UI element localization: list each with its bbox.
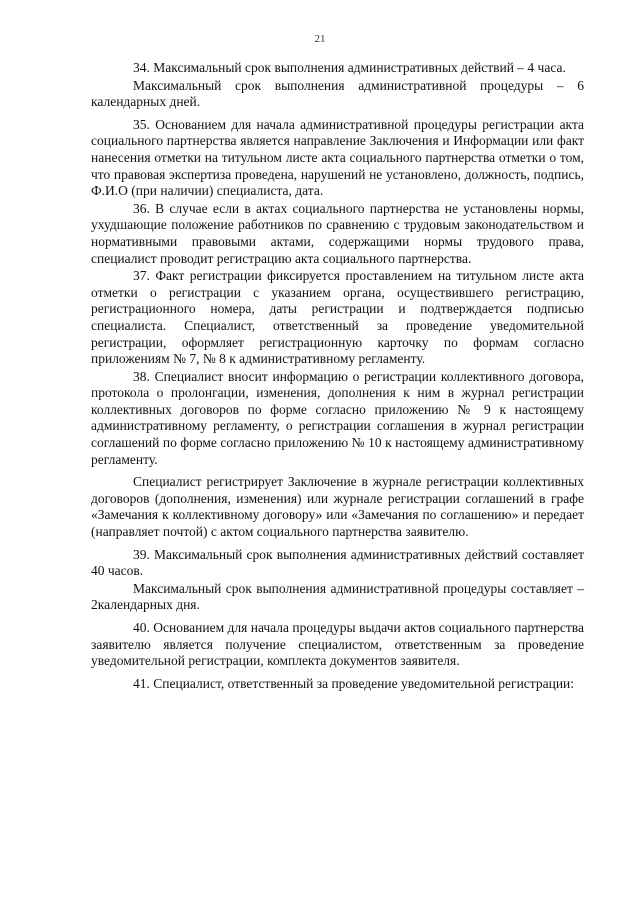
paragraph-36: 36. В случае если в актах социального партнерства не установлены нормы, ухудшающие положение работников по сравнению с трудовым законодательством и нормативными правовыми актами, содержащими нормы трудового права, специалист проводит регистрацию акта социального партнерства. bbox=[91, 200, 584, 266]
paragraph-37: 37. Факт регистрации фиксируется проставлением на титульном листе акта отметки о регистрации с указанием органа, осуществившего регистрацию, регистрационного номера, даты регистрации и подтверждается подписью специалиста. Специалист, ответственный за проведение уведомительной регистрации, оформляет регистрационную карточку по формам согласно приложениям № 7, № 8 к административному регламенту. bbox=[91, 268, 584, 367]
paragraph-34: 34. Максимальный срок выполнения административных действий – 4 часа. bbox=[133, 60, 566, 75]
paragraph-41: 41. Специалист, ответственный за проведение уведомительной регистрации: bbox=[133, 675, 575, 691]
paragraph-35: 35. Основанием для начала административной процедуры регистрации акта социального партнерства является направление Заключения и Информации или факт нанесения отметки на титульном листе акта социального партнерства отметки о том, что правовая экспертиза проведена, нарушений не установлено, должность, подпись, Ф.И.О (при наличии) специалиста, дата. bbox=[91, 116, 584, 199]
paragraph-34-continuation: Максимальный срок выполнения административной процедуры – 6 календарных дней. bbox=[91, 77, 584, 110]
paragraph-39-continuation: Максимальный срок выполнения административной процедуры составляет –2календарных дня. bbox=[91, 580, 584, 613]
paragraph-38-continuation: Специалист регистрирует Заключение в журнале регистрации коллективных договоров (дополнения, изменения) или журнале регистрации соглашений в графе «Замечания к коллективному договору» или «Замечания по соглашению» и передает (направляет почтой) с актом социального партнерства заявителю. bbox=[91, 474, 584, 540]
paragraph-38: 38. Специалист вносит информацию о регистрации коллективного договора, протокола о пролонгации, изменения, дополнения к ним в журнал регистрации коллективных договоров по форме согласно приложению № 9 к настоящему административному регламенту, о регистрации соглашения в журнал регистрации соглашений по форме согласно приложению № 10 к настоящему административному регламенту. bbox=[91, 368, 584, 467]
paragraph-39: 39. Максимальный срок выполнения административных действий составляет 40 часов. bbox=[91, 546, 584, 579]
page-number: 21 bbox=[314, 33, 326, 45]
document-body bbox=[91, 60, 584, 698]
paragraph-40: 40. Основанием для начала процедуры выдачи актов социального партнерства заявителю является получение специалистом, ответственным за проведение уведомительной регистрации, комплекта документов заявителя. bbox=[91, 620, 584, 669]
